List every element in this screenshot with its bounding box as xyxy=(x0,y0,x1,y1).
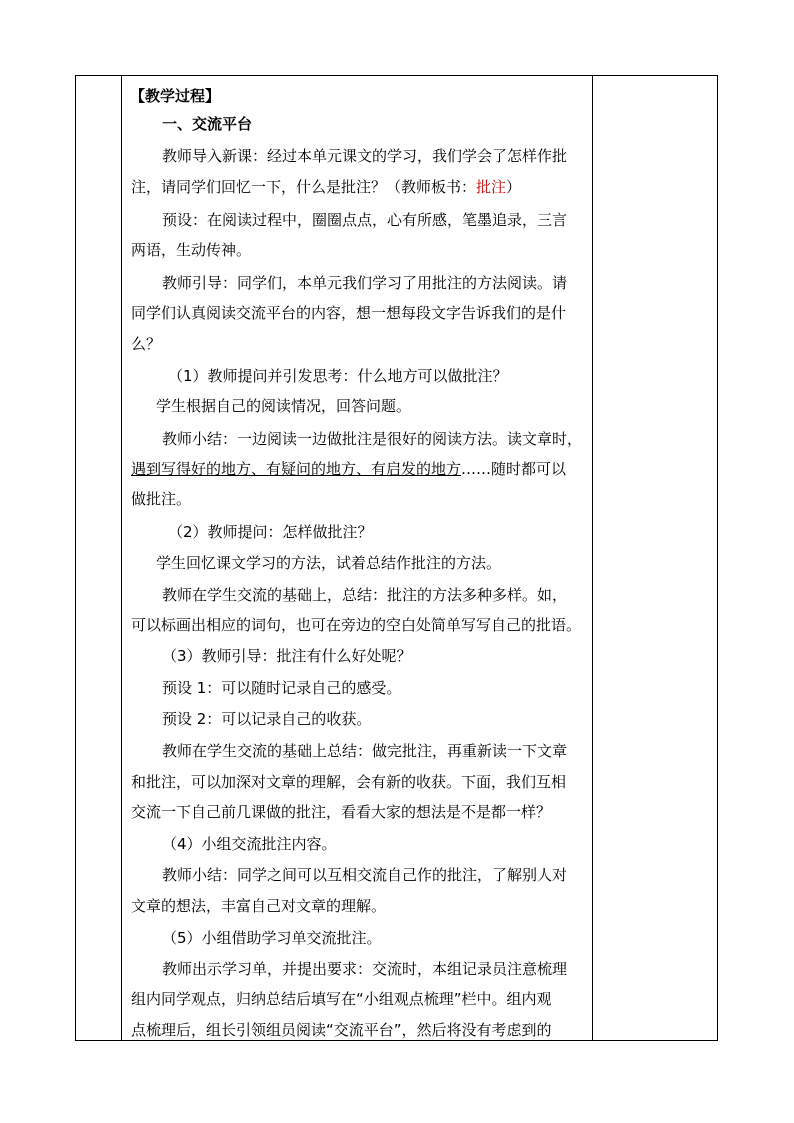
underlined-text: 遇到写得好的地方、有疑问的地方、有启发的地方 xyxy=(131,460,462,478)
paragraph-line: 教师小结：一边阅读一边做批注是很好的阅读方法。读文章时， xyxy=(162,430,583,448)
paragraph-line: 注，请同学们回忆一下，什么是批注？（教师板书：批注） xyxy=(131,178,522,196)
column-divider-right xyxy=(592,76,593,1040)
paragraph-line: 教师在学生交流的基础上总结：做完批注，再重新读一下文章 xyxy=(162,742,568,760)
paragraph-line: 点梳理后，组长引领组员阅读“交流平台”，然后将没有考虑到的 xyxy=(131,1021,552,1039)
paragraph-line: 组内同学观点，归纳总结后填写在“小组观点梳理”栏中。组内观 xyxy=(131,990,552,1008)
question-item: （5）小组借助学习单交流批注。 xyxy=(162,929,382,947)
question-item: （2）教师提问：怎样做批注？ xyxy=(168,523,373,541)
paragraph-line: 同学们认真阅读交流平台的内容，想一想每段文字告诉我们的是什 xyxy=(131,304,567,322)
question-item: （1）教师提问并引发思考：什么地方可以做批注？ xyxy=(168,367,508,385)
paragraph-line: 预设 1：可以随时记录自己的感受。 xyxy=(162,679,402,697)
paragraph-line: 两语，生动传神。 xyxy=(131,241,252,259)
lesson-table xyxy=(75,75,718,1041)
paragraph-line: 么？ xyxy=(131,335,162,353)
paragraph-line: 交流一下自己前几课做的批注，看看大家的想法是不是都一样？ xyxy=(131,803,552,821)
paragraph-line: 遇到写得好的地方、有疑问的地方、有启发的地方……随时都可以 xyxy=(131,460,567,478)
paragraph-line: 教师小结：同学之间可以互相交流自己作的批注，了解别人对 xyxy=(162,866,568,884)
paragraph-line: 教师出示学习单，并提出要求：交流时，本组记录员注意梳理 xyxy=(162,960,568,978)
column-divider-left xyxy=(121,76,122,1040)
highlight-text: 批注 xyxy=(476,178,507,196)
question-item: （4）小组交流批注内容。 xyxy=(162,835,337,853)
question-item: （3）教师引导：批注有什么好处呢？ xyxy=(162,647,412,665)
paragraph-line: 做批注。 xyxy=(131,490,192,508)
paragraph-line: 教师导入新课：经过本单元课文的学习，我们学会了怎样作批 xyxy=(162,147,568,165)
paragraph-line: 文章的想法，丰富自己对文章的理解。 xyxy=(131,897,387,915)
paragraph-line: 和批注，可以加深对文章的理解，会有新的收获。下面，我们互相 xyxy=(131,773,567,791)
paragraph-line: 学生根据自己的阅读情况，回答问题。 xyxy=(156,397,412,415)
paragraph-line: 学生回忆课文学习的方法，试着总结作批注的方法。 xyxy=(156,554,502,572)
paragraph-line: 教师在学生交流的基础上，总结：批注的方法多种多样。如， xyxy=(162,586,568,604)
subsection-title: 一、交流平台 xyxy=(162,115,253,133)
paragraph-line: 教师引导：同学们，本单元我们学习了用批注的方法阅读。请 xyxy=(162,274,568,292)
section-heading: 【教学过程】 xyxy=(130,87,221,105)
paragraph-line: 预设：在阅读过程中，圈圈点点，心有所感，笔墨追录，三言 xyxy=(162,211,568,229)
paragraph-line: 预设 2：可以记录自己的收获。 xyxy=(162,710,372,728)
paragraph-line: 可以标画出相应的词句，也可在旁边的空白处简单写写自己的批语。 xyxy=(131,616,582,634)
